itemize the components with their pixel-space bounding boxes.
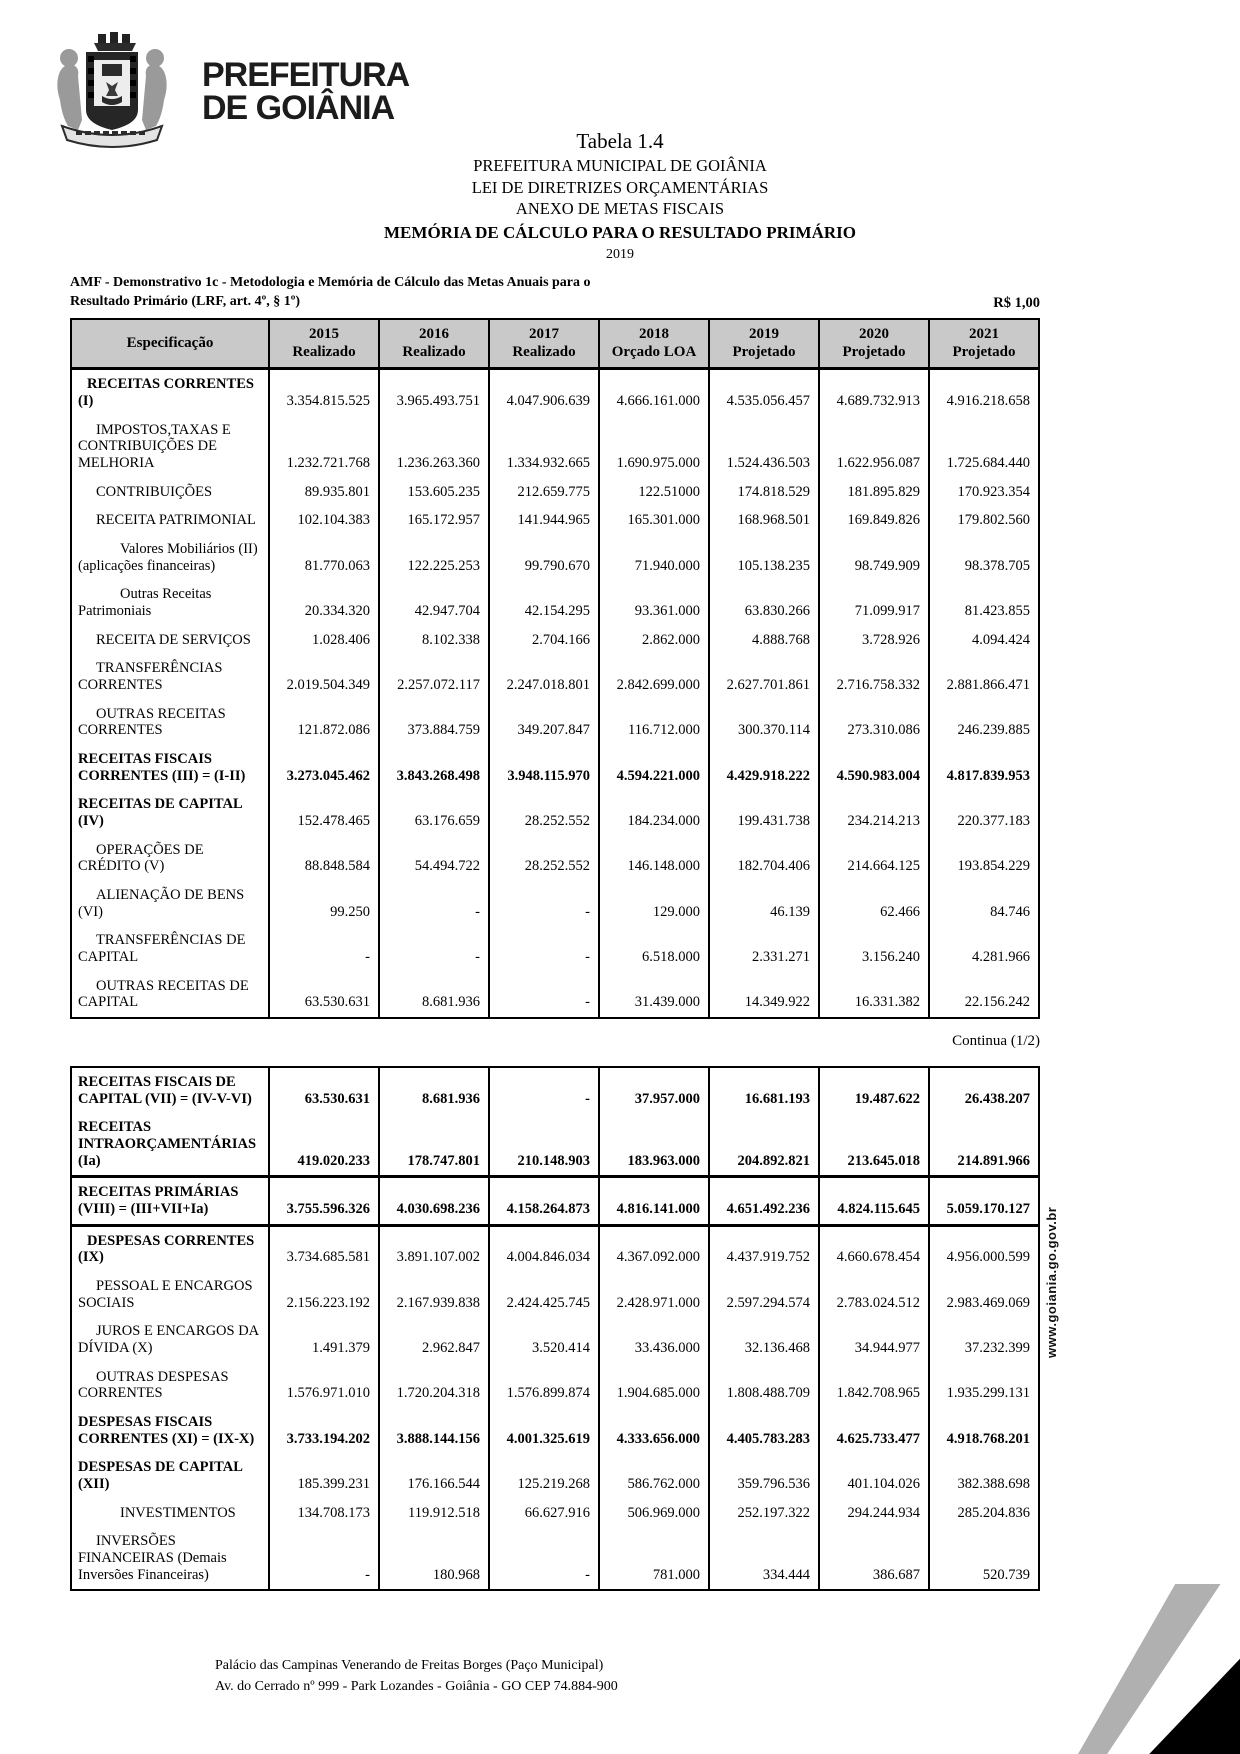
value-cell: 3.520.414 — [489, 1317, 599, 1362]
table-row — [71, 626, 1039, 655]
title-line3: ANEXO DE METAS FISCAIS — [515, 199, 725, 219]
value-cell: 419.020.233 — [269, 1113, 379, 1177]
value-cell: 16.331.382 — [819, 972, 929, 1018]
value-cell: 3.734.685.581 — [269, 1225, 379, 1272]
value-cell: 2.247.018.801 — [489, 654, 599, 699]
value-cell: 168.968.501 — [709, 506, 819, 535]
value-cell: 98.378.705 — [929, 535, 1039, 580]
table-row — [71, 580, 1039, 625]
value-cell: 34.944.977 — [819, 1317, 929, 1362]
value-cell: 3.843.268.498 — [379, 745, 489, 790]
row-label: DESPESAS CORRENTES (IX) — [71, 1225, 269, 1272]
row-label: DESPESAS FISCAIS CORRENTES (XI) = (IX-X) — [71, 1408, 269, 1453]
value-cell: 119.912.518 — [379, 1499, 489, 1528]
value-cell: 184.234.000 — [599, 790, 709, 835]
value-cell: 183.963.000 — [599, 1113, 709, 1177]
row-label: OUTRAS RECEITAS CORRENTES — [71, 700, 269, 745]
value-cell: 28.252.552 — [489, 790, 599, 835]
value-cell: 3.888.144.156 — [379, 1408, 489, 1453]
value-cell: 4.281.966 — [929, 926, 1039, 971]
value-cell: - — [379, 881, 489, 926]
table-row — [71, 790, 1039, 835]
value-cell: 2.842.699.000 — [599, 654, 709, 699]
value-cell: 212.659.775 — [489, 478, 599, 507]
value-cell: 4.689.732.913 — [819, 369, 929, 416]
value-cell: 179.802.560 — [929, 506, 1039, 535]
footer-address — [215, 1655, 1040, 1697]
value-cell: - — [269, 1527, 379, 1590]
value-cell: 4.824.115.645 — [819, 1177, 929, 1225]
value-cell: 2.428.971.000 — [599, 1272, 709, 1317]
value-cell: 170.923.354 — [929, 478, 1039, 507]
row-label: RECEITAS INTRAORÇAMENTÁRIAS (Ia) — [71, 1113, 269, 1177]
value-cell: 98.749.909 — [819, 535, 929, 580]
value-cell: 204.892.821 — [709, 1113, 819, 1177]
table-row — [71, 836, 1039, 881]
value-cell: 88.848.584 — [269, 836, 379, 881]
row-label: CONTRIBUIÇÕES — [71, 478, 269, 507]
title-line2: LEI DE DIRETRIZES ORÇAMENTÁRIAS — [471, 177, 769, 197]
row-label: RECEITAS CORRENTES (I) — [71, 369, 269, 416]
value-cell: 2.881.866.471 — [929, 654, 1039, 699]
value-cell: 4.429.918.222 — [709, 745, 819, 790]
value-cell: 382.388.698 — [929, 1453, 1039, 1498]
value-cell: 146.148.000 — [599, 836, 709, 881]
reference-year: 2019 — [606, 246, 634, 262]
value-cell: 4.817.839.953 — [929, 745, 1039, 790]
row-label: IMPOSTOS,TAXAS E CONTRIBUIÇÕES DE MELHORIA — [71, 416, 269, 478]
value-cell: 2.783.024.512 — [819, 1272, 929, 1317]
value-cell: 3.354.815.525 — [269, 369, 379, 416]
amf-subtitle — [70, 274, 1040, 312]
row-label: TRANSFERÊNCIAS CORRENTES — [71, 654, 269, 699]
value-cell: 2.019.504.349 — [269, 654, 379, 699]
value-cell: 180.968 — [379, 1527, 489, 1590]
table-number: Tabela 1.4 — [576, 129, 664, 153]
fiscal-table-part1 — [70, 318, 1040, 1019]
row-label: Valores Mobiliários (II) (aplicações financeiras) — [71, 535, 269, 580]
value-cell: 294.244.934 — [819, 1499, 929, 1528]
value-cell: 193.854.229 — [929, 836, 1039, 881]
value-cell: 520.739 — [929, 1527, 1039, 1590]
value-cell: 66.627.916 — [489, 1499, 599, 1528]
value-cell: - — [489, 1527, 599, 1590]
value-cell: 2.167.939.838 — [379, 1272, 489, 1317]
value-cell: 14.349.922 — [709, 972, 819, 1018]
value-cell: 4.660.678.454 — [819, 1225, 929, 1272]
value-cell: 178.747.801 — [379, 1113, 489, 1177]
value-cell: 54.494.722 — [379, 836, 489, 881]
footer-address-line1: Palácio das Campinas Venerando de Freitas Borges (Paço Municipal) — [215, 1658, 604, 1674]
value-cell: 2.156.223.192 — [269, 1272, 379, 1317]
value-cell: 81.423.855 — [929, 580, 1039, 625]
value-cell: 4.651.492.236 — [709, 1177, 819, 1225]
value-cell: 1.904.685.000 — [599, 1363, 709, 1408]
value-cell: 19.487.622 — [819, 1067, 929, 1113]
vertical-website-text: www.goiania.go.gov.br — [1044, 1206, 1059, 1359]
value-cell: 122.51000 — [599, 478, 709, 507]
row-label: TRANSFERÊNCIAS DE CAPITAL — [71, 926, 269, 971]
value-cell: 252.197.322 — [709, 1499, 819, 1528]
value-cell: 273.310.086 — [819, 700, 929, 745]
value-cell: 4.437.919.752 — [709, 1225, 819, 1272]
value-cell: 116.712.000 — [599, 700, 709, 745]
table-row — [71, 1225, 1039, 1272]
value-cell: 2.597.294.574 — [709, 1272, 819, 1317]
fiscal-table-part2 — [70, 1066, 1040, 1591]
value-cell: 37.232.399 — [929, 1317, 1039, 1362]
row-label: RECEITAS FISCAIS DE CAPITAL (VII) = (IV-V-VI) — [71, 1067, 269, 1113]
value-cell: 4.333.656.000 — [599, 1408, 709, 1453]
currency-note: R$ 1,00 — [993, 294, 1040, 311]
year-column-header: 2020 Projetado — [819, 319, 929, 369]
value-cell: 81.770.063 — [269, 535, 379, 580]
value-cell: 3.755.596.326 — [269, 1177, 379, 1225]
value-cell: 2.424.425.745 — [489, 1272, 599, 1317]
value-cell: 2.716.758.332 — [819, 654, 929, 699]
value-cell: 4.030.698.236 — [379, 1177, 489, 1225]
value-cell: 1.028.406 — [269, 626, 379, 655]
value-cell: 220.377.183 — [929, 790, 1039, 835]
value-cell: 20.334.320 — [269, 580, 379, 625]
value-cell: 2.704.166 — [489, 626, 599, 655]
value-cell: 42.154.295 — [489, 580, 599, 625]
value-cell: 152.478.465 — [269, 790, 379, 835]
value-cell: 63.530.631 — [269, 1067, 379, 1113]
value-cell: 4.625.733.477 — [819, 1408, 929, 1453]
value-cell: 1.232.721.768 — [269, 416, 379, 478]
value-cell: 63.176.659 — [379, 790, 489, 835]
value-cell: 3.733.194.202 — [269, 1408, 379, 1453]
spec-column-header: Especificação — [71, 319, 269, 369]
year-column-header: 2015 Realizado — [269, 319, 379, 369]
value-cell: 6.518.000 — [599, 926, 709, 971]
value-cell: 2.627.701.861 — [709, 654, 819, 699]
coat-of-arms-icon — [36, 30, 188, 154]
value-cell: 2.331.271 — [709, 926, 819, 971]
value-cell: - — [379, 926, 489, 971]
table-row — [71, 506, 1039, 535]
table-row — [71, 369, 1039, 416]
value-cell: 386.687 — [819, 1527, 929, 1590]
table-row — [71, 1272, 1039, 1317]
value-cell: 122.225.253 — [379, 535, 489, 580]
value-cell: 8.102.338 — [379, 626, 489, 655]
value-cell: 401.104.026 — [819, 1453, 929, 1498]
value-cell: 153.605.235 — [379, 478, 489, 507]
table-row — [71, 1453, 1039, 1498]
table-row — [71, 1067, 1039, 1113]
amf-description — [70, 274, 591, 312]
value-cell: 176.166.544 — [379, 1453, 489, 1498]
value-cell: 1.524.436.503 — [709, 416, 819, 478]
value-cell: 2.862.000 — [599, 626, 709, 655]
table-row — [71, 416, 1039, 478]
value-cell: 37.957.000 — [599, 1067, 709, 1113]
value-cell: 22.156.242 — [929, 972, 1039, 1018]
value-cell: 84.746 — [929, 881, 1039, 926]
table-row — [71, 745, 1039, 790]
value-cell: 4.367.092.000 — [599, 1225, 709, 1272]
value-cell: 1.576.899.874 — [489, 1363, 599, 1408]
value-cell: 214.891.966 — [929, 1113, 1039, 1177]
value-cell: 181.895.829 — [819, 478, 929, 507]
value-cell: 8.681.936 — [379, 1067, 489, 1113]
row-label: INVERSÕES FINANCEIRAS (Demais Inversões Financeiras) — [71, 1527, 269, 1590]
value-cell: 129.000 — [599, 881, 709, 926]
value-cell: 63.830.266 — [709, 580, 819, 625]
amf-line1: AMF - Demonstrativo 1c - Metodologia e Memória de Cálculo das Metas Anuais para o — [70, 274, 591, 290]
corner-decoration — [1078, 1584, 1240, 1754]
table-row — [71, 700, 1039, 745]
value-cell: 300.370.114 — [709, 700, 819, 745]
value-cell: 213.645.018 — [819, 1113, 929, 1177]
value-cell: 4.918.768.201 — [929, 1408, 1039, 1453]
row-label: RECEITAS FISCAIS CORRENTES (III) = (I-II) — [71, 745, 269, 790]
value-cell: 4.004.846.034 — [489, 1225, 599, 1272]
value-cell: 174.818.529 — [709, 478, 819, 507]
value-cell: 63.530.631 — [269, 972, 379, 1018]
value-cell: 1.808.488.709 — [709, 1363, 819, 1408]
value-cell: 28.252.552 — [489, 836, 599, 881]
value-cell: 141.944.965 — [489, 506, 599, 535]
value-cell: 1.491.379 — [269, 1317, 379, 1362]
value-cell: - — [269, 926, 379, 971]
value-cell: 1.334.932.665 — [489, 416, 599, 478]
year-column-header: 2019 Projetado — [709, 319, 819, 369]
row-label: JUROS E ENCARGOS DA DÍVIDA (X) — [71, 1317, 269, 1362]
value-cell: 165.172.957 — [379, 506, 489, 535]
value-cell: 33.436.000 — [599, 1317, 709, 1362]
table-row — [71, 1317, 1039, 1362]
value-cell: 214.664.125 — [819, 836, 929, 881]
prefeitura-logo — [36, 30, 409, 154]
value-cell: 5.059.170.127 — [929, 1177, 1039, 1225]
row-label: ALIENAÇÃO DE BENS (VI) — [71, 881, 269, 926]
value-cell: 4.094.424 — [929, 626, 1039, 655]
value-cell: 16.681.193 — [709, 1067, 819, 1113]
row-label: OPERAÇÕES DE CRÉDITO (V) — [71, 836, 269, 881]
table-row — [71, 1363, 1039, 1408]
value-cell: 32.136.468 — [709, 1317, 819, 1362]
value-cell: 1.622.956.087 — [819, 416, 929, 478]
row-label: OUTRAS RECEITAS DE CAPITAL — [71, 972, 269, 1018]
value-cell: 8.681.936 — [379, 972, 489, 1018]
value-cell: 3.728.926 — [819, 626, 929, 655]
year-column-header: 2017 Realizado — [489, 319, 599, 369]
table-row — [71, 1499, 1039, 1528]
value-cell: 4.158.264.873 — [489, 1177, 599, 1225]
tables-area — [70, 318, 1040, 1698]
value-cell: - — [489, 1067, 599, 1113]
value-cell: 3.891.107.002 — [379, 1225, 489, 1272]
value-cell: - — [489, 972, 599, 1018]
table-row — [71, 654, 1039, 699]
main-title: MEMÓRIA DE CÁLCULO PARA O RESULTADO PRIMÁRIO — [384, 222, 856, 242]
value-cell: 134.708.173 — [269, 1499, 379, 1528]
value-cell: 125.219.268 — [489, 1453, 599, 1498]
value-cell: 99.250 — [269, 881, 379, 926]
logo-wordmark-line1: PREFEITURA — [202, 55, 410, 94]
value-cell: 349.207.847 — [489, 700, 599, 745]
value-cell: 4.001.325.619 — [489, 1408, 599, 1453]
value-cell: 4.047.906.639 — [489, 369, 599, 416]
value-cell: 1.935.299.131 — [929, 1363, 1039, 1408]
value-cell: 1.576.971.010 — [269, 1363, 379, 1408]
value-cell: 46.139 — [709, 881, 819, 926]
value-cell: 42.947.704 — [379, 580, 489, 625]
table-row — [71, 1113, 1039, 1177]
value-cell: 165.301.000 — [599, 506, 709, 535]
logo-wordmark — [202, 55, 410, 127]
value-cell: 182.704.406 — [709, 836, 819, 881]
value-cell: - — [489, 881, 599, 926]
value-cell: 3.948.115.970 — [489, 745, 599, 790]
value-cell: 506.969.000 — [599, 1499, 709, 1528]
row-label: RECEITA DE SERVIÇOS — [71, 626, 269, 655]
value-cell: 586.762.000 — [599, 1453, 709, 1498]
value-cell: 31.439.000 — [599, 972, 709, 1018]
value-cell: 99.790.670 — [489, 535, 599, 580]
value-cell: 89.935.801 — [269, 478, 379, 507]
table-row — [71, 1527, 1039, 1590]
value-cell: 3.156.240 — [819, 926, 929, 971]
value-cell: 93.361.000 — [599, 580, 709, 625]
table-row — [71, 926, 1039, 971]
logo-wordmark-line2: DE GOIÂNIA — [202, 89, 395, 127]
value-cell: 102.104.383 — [269, 506, 379, 535]
row-label: OUTRAS DESPESAS CORRENTES — [71, 1363, 269, 1408]
value-cell: 26.438.207 — [929, 1067, 1039, 1113]
table-row — [71, 478, 1039, 507]
value-cell: 121.872.086 — [269, 700, 379, 745]
value-cell: 373.884.759 — [379, 700, 489, 745]
table-row — [71, 1177, 1039, 1225]
value-cell: 4.666.161.000 — [599, 369, 709, 416]
value-cell: 4.916.218.658 — [929, 369, 1039, 416]
value-cell: 4.535.056.457 — [709, 369, 819, 416]
year-column-header: 2021 Projetado — [929, 319, 1039, 369]
row-label: RECEITA PATRIMONIAL — [71, 506, 269, 535]
year-column-header: 2018 Orçado LOA — [599, 319, 709, 369]
value-cell: 4.888.768 — [709, 626, 819, 655]
value-cell: 4.590.983.004 — [819, 745, 929, 790]
value-cell: 246.239.885 — [929, 700, 1039, 745]
table-row — [71, 972, 1039, 1018]
value-cell: - — [489, 926, 599, 971]
table-row — [71, 535, 1039, 580]
row-label: Outras Receitas Patrimoniais — [71, 580, 269, 625]
value-cell: 285.204.836 — [929, 1499, 1039, 1528]
row-label: DESPESAS DE CAPITAL (XII) — [71, 1453, 269, 1498]
value-cell: 4.816.141.000 — [599, 1177, 709, 1225]
value-cell: 4.956.000.599 — [929, 1225, 1039, 1272]
row-label: PESSOAL E ENCARGOS SOCIAIS — [71, 1272, 269, 1317]
value-cell: 210.148.903 — [489, 1113, 599, 1177]
row-label: RECEITAS PRIMÁRIAS (VIII) = (III+VII+Ia) — [71, 1177, 269, 1225]
table-row — [71, 881, 1039, 926]
value-cell: 71.940.000 — [599, 535, 709, 580]
table-row — [71, 1408, 1039, 1453]
value-cell: 3.965.493.751 — [379, 369, 489, 416]
footer-address-line2: Av. do Cerrado nº 999 - Park Lozandes - Goiânia - GO CEP 74.884-900 — [215, 1679, 618, 1695]
value-cell: 185.399.231 — [269, 1453, 379, 1498]
value-cell: 105.138.235 — [709, 535, 819, 580]
table-header-row — [71, 319, 1039, 369]
value-cell: 4.405.783.283 — [709, 1408, 819, 1453]
value-cell: 1.720.204.318 — [379, 1363, 489, 1408]
year-column-header: 2016 Realizado — [379, 319, 489, 369]
value-cell: 2.983.469.069 — [929, 1272, 1039, 1317]
value-cell: 1.725.684.440 — [929, 416, 1039, 478]
value-cell: 2.962.847 — [379, 1317, 489, 1362]
title-line1: PREFEITURA MUNICIPAL DE GOIÂNIA — [473, 156, 767, 176]
value-cell: 169.849.826 — [819, 506, 929, 535]
value-cell: 199.431.738 — [709, 790, 819, 835]
row-label: INVESTIMENTOS — [71, 1499, 269, 1528]
row-label: RECEITAS DE CAPITAL (IV) — [71, 790, 269, 835]
value-cell: 234.214.213 — [819, 790, 929, 835]
value-cell: 4.594.221.000 — [599, 745, 709, 790]
value-cell: 781.000 — [599, 1527, 709, 1590]
value-cell: 1.690.975.000 — [599, 416, 709, 478]
amf-line2: Resultado Primário (LRF, art. 4º, § 1º) — [70, 293, 300, 309]
value-cell: 334.444 — [709, 1527, 819, 1590]
value-cell: 62.466 — [819, 881, 929, 926]
value-cell: 1.842.708.965 — [819, 1363, 929, 1408]
value-cell: 1.236.263.360 — [379, 416, 489, 478]
value-cell: 3.273.045.462 — [269, 745, 379, 790]
value-cell: 2.257.072.117 — [379, 654, 489, 699]
value-cell: 71.099.917 — [819, 580, 929, 625]
value-cell: 359.796.536 — [709, 1453, 819, 1498]
continuation-note: Continua (1/2) — [952, 1032, 1040, 1049]
